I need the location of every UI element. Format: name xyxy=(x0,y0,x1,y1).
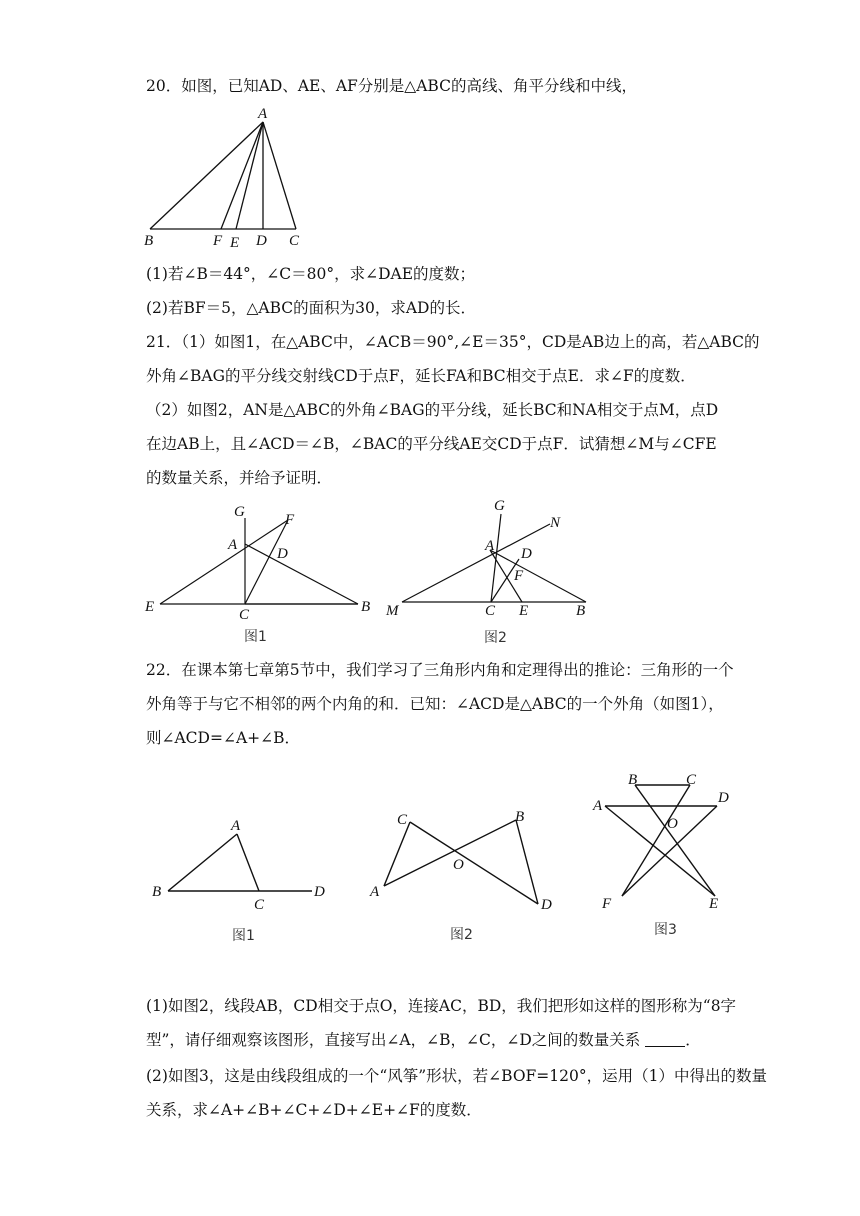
q22f1-label-C: C xyxy=(254,897,265,913)
q21-figure-2 xyxy=(384,494,604,654)
q20-stem: 20．如图，已知AD、AE、AF分别是△ABC的高线、角平分线和中线， xyxy=(146,77,637,95)
q22f2-label-O: O xyxy=(453,857,464,873)
q20-label-E: E xyxy=(230,235,240,251)
q22-figure-1 xyxy=(146,808,336,948)
q22-part1-text: 型”，请仔细观察该图形，直接写出∠A，∠B，∠C，∠D之间的数量关系 xyxy=(146,1031,641,1049)
q21f1-label-C: C xyxy=(239,607,250,623)
q21f2-caption: 图2 xyxy=(484,630,507,646)
q21f2-label-A: A xyxy=(485,538,495,554)
q22f3-label-C: C xyxy=(686,772,697,788)
q22f2-label-A: A xyxy=(370,884,380,900)
q22-part1-line1: (1)如图2，线段AB，CD相交于点O，连接AC，BD，我们把形如这样的图形称为“8字 xyxy=(146,997,737,1015)
q21f1-label-D: D xyxy=(277,546,288,562)
q21f1-label-B: B xyxy=(361,599,371,615)
q21-line3: （2）如图2，AN是△ABC的外角∠BAG的平分线，延长BC和NA相交于点M，点D xyxy=(146,401,719,419)
q21-line5: 的数量关系，并给予证明． xyxy=(146,469,333,487)
q20-part2: (2)若BF＝5，△ABC的面积为30，求AD的长． xyxy=(146,299,476,317)
q20-part1: (1)若∠B＝44°，∠C＝80°，求∠DAE的度数； xyxy=(146,265,476,283)
q22f2-label-D: D xyxy=(541,897,552,913)
q21-line2: 外角∠BAG的平分线交射线CD于点F，延长FA和BC相交于点E．求∠F的度数． xyxy=(146,367,696,385)
answer-blank xyxy=(645,1032,685,1047)
q22f1-label-B: B xyxy=(152,884,162,900)
q21f2-label-B: B xyxy=(576,603,586,619)
q21f2-label-E: E xyxy=(519,603,529,619)
q21-figure-1 xyxy=(140,498,380,653)
q22f3-label-D: D xyxy=(718,790,729,806)
q21f2-label-N: N xyxy=(550,515,561,531)
q22-part1-end: ． xyxy=(685,1031,701,1049)
q22f1-label-D: D xyxy=(314,884,325,900)
q20-figure xyxy=(140,104,310,254)
q21f1-caption: 图1 xyxy=(244,629,267,645)
q22-line1: 22．在课本第七章第5节中，我们学习了三角形内角和定理得出的推论：三角形的一个 xyxy=(146,661,734,679)
q20-label-A: A xyxy=(258,106,268,122)
q22-figure-2 xyxy=(366,800,566,950)
q22f3-label-E: E xyxy=(709,896,719,912)
q20-label-D: D xyxy=(256,233,267,249)
q22f3-label-F: F xyxy=(602,896,612,912)
q21f1-label-G: G xyxy=(234,504,245,520)
q22-part2-line1: (2)如图3，这是由线段组成的一个“风筝”形状，若∠BOF=120°，运用（1）中得出的数量 xyxy=(146,1067,767,1085)
q22-line2: 外角等于与它不相邻的两个内角的和．已知：∠ACD是△ABC的一个外角（如图1）， xyxy=(146,695,724,713)
q22f1-caption: 图1 xyxy=(232,928,255,944)
q22f3-label-B: B xyxy=(628,772,638,788)
q21f2-label-F: F xyxy=(514,568,524,584)
q22f1-label-A: A xyxy=(231,818,241,834)
q21-line4: 在边AB上，且∠ACD＝∠B，∠BAC的平分线AE交CD于点F．试猜想∠M与∠CFE xyxy=(146,435,717,453)
q22f2-label-C: C xyxy=(397,812,408,828)
q22-figure-3 xyxy=(590,766,750,944)
q21f2-label-D: D xyxy=(521,546,532,562)
q22f3-caption: 图3 xyxy=(654,922,677,938)
q21f2-label-M: M xyxy=(386,603,399,619)
q22-part1-line2 xyxy=(146,1030,701,1050)
q22f3-label-A: A xyxy=(593,798,603,814)
q21f2-label-G: G xyxy=(494,498,505,514)
q21-line1: 21．（1）如图1，在△ABC中，∠ACB＝90°,∠E＝35°，CD是AB边上的高，若△ABC的 xyxy=(146,333,760,351)
q21f1-label-E: E xyxy=(145,599,155,615)
q20-label-F: F xyxy=(213,233,223,249)
q22f3-label-O: O xyxy=(667,816,678,832)
q22-line3: 则∠ACD=∠A+∠B． xyxy=(146,729,301,747)
q22-part2-line2: 关系，求∠A+∠B+∠C+∠D+∠E+∠F的度数． xyxy=(146,1101,482,1119)
q20-label-B: B xyxy=(144,233,154,249)
q22f2-caption: 图2 xyxy=(450,927,473,943)
q22f2-label-B: B xyxy=(515,809,525,825)
q21f1-label-F: F xyxy=(285,512,295,528)
q21f2-label-C: C xyxy=(485,603,496,619)
q21f1-label-A: A xyxy=(228,537,238,553)
q20-label-C: C xyxy=(289,233,300,249)
